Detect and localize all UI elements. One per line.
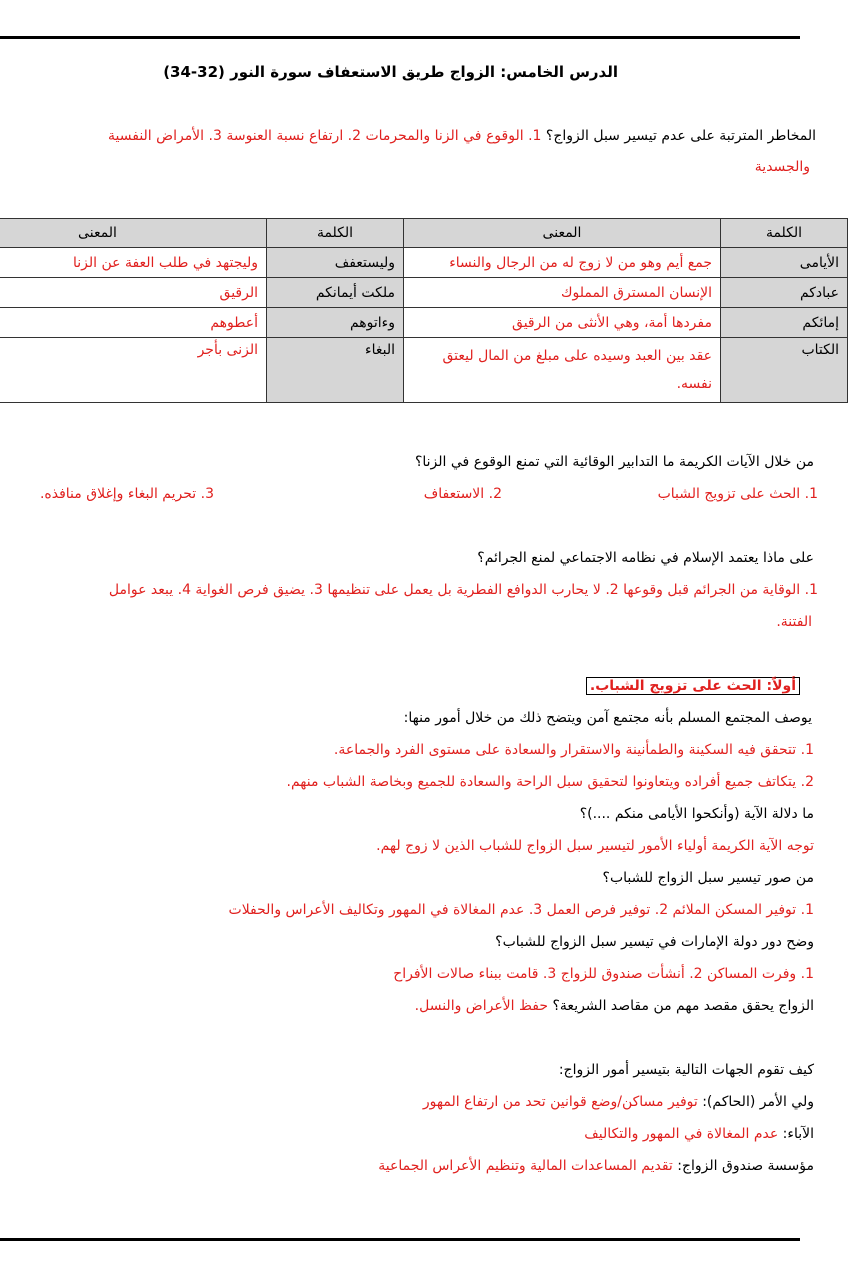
- top-border: [0, 36, 800, 39]
- q1-answer-cont: والجسدية: [754, 159, 810, 175]
- meaning-cell: [404, 338, 721, 403]
- section-intro: يوصف المجتمع المسلم بأنه مجتمع آمن ويتضح ذلك من خلال أمور منها:: [403, 710, 812, 726]
- q-verse: ما دلالة الآية (وأنكحوا الأيامى منكم ....)؟: [579, 806, 814, 822]
- q-purpose-line: [415, 996, 814, 1016]
- word-cell: الأيامى: [721, 248, 848, 278]
- a-verse: توجه الآية الكريمة أولياء الأمور لتيسير سبل الزواج للشباب الذين لا زوج لهم.: [376, 838, 814, 854]
- q3-answer: 1. الوقاية من الجرائم قبل وقوعها 2. لا يحارب الدوافع الفطرية بل يعمل على تنظيمها 3. يضيق فرص الغواية 4. يبعد عوامل: [108, 582, 818, 598]
- col-header-meaning-1: المعنى: [404, 219, 721, 248]
- entity-3: [378, 1156, 814, 1176]
- a-forms: 1. توفير المسكن الملائم 2. توفير فرص العمل 3. عدم المغالاة في المهور وتكاليف الأعراس والحفلات: [228, 902, 814, 918]
- q1-question: المخاطر المترتبة على عدم تيسير سبل الزواج؟: [545, 128, 816, 144]
- entity-2-answer: عدم المغالاة في المهور والتكاليف: [584, 1126, 779, 1142]
- table-row: [0, 338, 848, 403]
- q1-line: [108, 126, 816, 146]
- word-cell: وليستعفف: [267, 248, 404, 278]
- q2-item-3: 3. تحريم البغاء وإغلاق منافذه.: [39, 486, 214, 502]
- q2-item-2: 2. الاستعفاف: [423, 486, 502, 502]
- q-uae: وضح دور دولة الإمارات في تيسير سبل الزواج للشباب؟: [495, 934, 814, 950]
- point-2: 2. يتكاتف جميع أفراده ويتعاونوا لتحقيق سبل الراحة والسعادة للجميع وبخاصة الشباب منهم.: [286, 774, 814, 790]
- vocabulary-table: [0, 218, 848, 403]
- section-heading: [586, 676, 800, 696]
- entity-1-answer: توفير مساكن/وضع قوانين تحد من ارتفاع المهور: [422, 1094, 698, 1110]
- word-cell: عبادكم: [721, 278, 848, 308]
- meaning-cell: جمع أيم وهو من لا زوج له من الرجال والنساء: [404, 248, 721, 278]
- q1-answer: 1. الوقوع في الزنا والمحرمات 2. ارتفاع نسبة العنوسة 3. الأمراض النفسية: [108, 128, 542, 144]
- q-forms: من صور تيسير سبل الزواج للشباب؟: [602, 870, 814, 886]
- section-heading-box: أولاً: الحث على تزويج الشباب.: [586, 677, 800, 695]
- word-cell: ملكت أيمانكم: [267, 278, 404, 308]
- table-row: [0, 278, 848, 308]
- meaning-cell: الزنى بأجر: [0, 338, 267, 403]
- table-row: [0, 308, 848, 338]
- q-purpose: الزواج يحقق مقصد مهم من مقاصد الشريعة؟: [552, 998, 814, 1014]
- entity-2-label: الآباء:: [782, 1126, 814, 1142]
- meaning-line: عقد بين العبد وسيده على مبلغ من المال ليعتق: [442, 348, 712, 364]
- q3-answer-cont: الفتنة.: [776, 614, 812, 630]
- col-header-word-1: الكلمة: [721, 219, 848, 248]
- word-cell: البغاء: [267, 338, 404, 403]
- table-row: [0, 248, 848, 278]
- word-cell: إمائكم: [721, 308, 848, 338]
- entity-3-label: مؤسسة صندوق الزواج:: [677, 1158, 814, 1174]
- table-header-row: [0, 219, 848, 248]
- meaning-cell: مفردها أمة، وهي الأنثى من الرقيق: [404, 308, 721, 338]
- meaning-cell: الرقيق: [0, 278, 267, 308]
- a-uae: 1. وفرت المساكن 2. أنشأت صندوق للزواج 3. قامت ببناء صالات الأفراح: [393, 966, 814, 982]
- entity-1-label: ولي الأمر (الحاكم):: [702, 1094, 814, 1110]
- word-cell: الكتاب: [721, 338, 848, 403]
- bottom-border: [0, 1238, 800, 1241]
- meaning-cell: وليجتهد في طلب العفة عن الزنا: [0, 248, 267, 278]
- word-cell: وءاتوهم: [267, 308, 404, 338]
- meaning-cell: أعطوهم: [0, 308, 267, 338]
- a-purpose: حفظ الأعراض والنسل.: [414, 998, 549, 1014]
- entity-1: [423, 1092, 814, 1112]
- col-header-meaning-2: المعنى: [0, 219, 267, 248]
- col-header-word-2: الكلمة: [267, 219, 404, 248]
- meaning-cell: الإنسان المسترق المملوك: [404, 278, 721, 308]
- entity-3-answer: تقديم المساعدات المالية وتنظيم الأعراس الجماعية: [378, 1158, 673, 1174]
- q3-question: على ماذا يعتمد الإسلام في نظامه الاجتماعي لمنع الجرائم؟: [477, 550, 814, 566]
- lesson-title: الدرس الخامس: الزواج طريق الاستعفاف سورة النور (32-34): [163, 63, 618, 81]
- point-1: 1. تتحقق فيه السكينة والطمأنينة والاستقرار والسعادة على مستوى الفرد والجماعة.: [333, 742, 814, 758]
- entities-question: كيف تقوم الجهات التالية بتيسير أمور الزواج:: [558, 1062, 814, 1078]
- q2-item-1: 1. الحث على تزويج الشباب: [657, 486, 818, 502]
- entity-2: [584, 1124, 814, 1144]
- q2-question: من خلال الآيات الكريمة ما التدابير الوقائية التي تمنع الوقوع في الزنا؟: [414, 454, 814, 470]
- meaning-line: نفسه.: [676, 376, 712, 392]
